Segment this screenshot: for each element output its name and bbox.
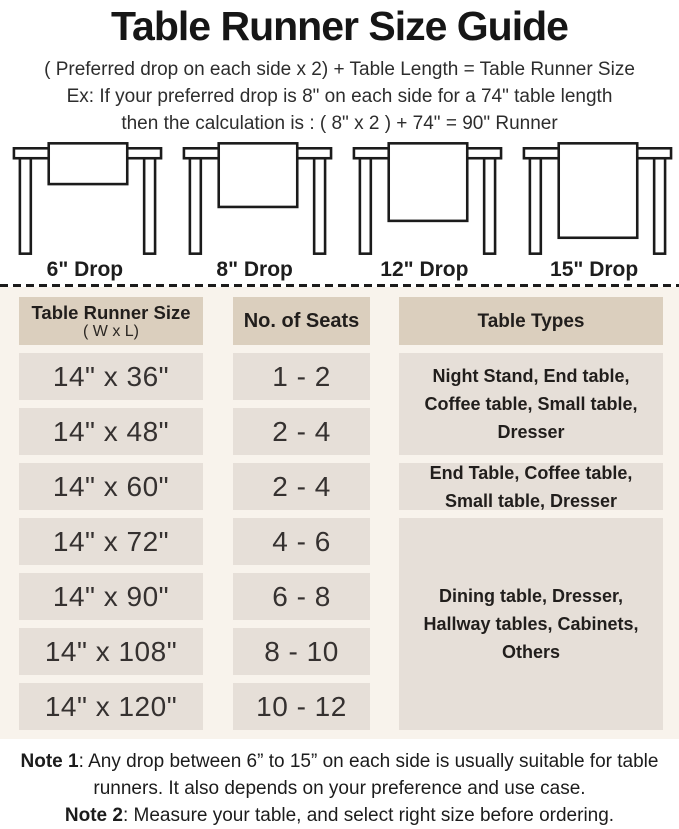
size-guide-table — [0, 287, 679, 739]
seats-value: 1 - 2 — [233, 353, 370, 400]
drop-label: 15" Drop — [550, 258, 639, 281]
size-value: 14" x 72" — [19, 518, 203, 565]
header-table-types-title: Table Types — [477, 310, 585, 332]
note-1-text: : Any drop between 6” to 15” on each side is usually suitable for table runners. It also depends on your preference and use case. — [78, 751, 659, 799]
note-1 — [0, 748, 679, 802]
header-table-types — [399, 297, 663, 345]
seats-value: 2 - 4 — [233, 463, 370, 510]
size-value: 14" x 60" — [19, 463, 203, 510]
seats-value: 6 - 8 — [233, 573, 370, 620]
guide-header — [0, 0, 679, 137]
seats-value: 2 - 4 — [233, 408, 370, 455]
seats-value: 8 - 10 — [233, 628, 370, 675]
size-value: 14" x 36" — [19, 353, 203, 400]
drop-illustrations — [0, 140, 679, 281]
size-value: 14" x 90" — [19, 573, 203, 620]
example-line-2: then the calculation is : ( 8" x 2 ) + 74" = 90" Runner — [121, 113, 558, 134]
drop-figure-12 — [340, 140, 510, 281]
header-runner-size-subtitle: ( W x L) — [83, 322, 139, 340]
drop-figure-8 — [170, 140, 340, 281]
size-value: 14" x 48" — [19, 408, 203, 455]
example-line-1: Ex: If your preferred drop is 8" on each side for a 74" table length — [66, 86, 613, 107]
formula-line: ( Preferred drop on each side x 2) + Table Length = Table Runner Size — [44, 59, 635, 80]
note-2 — [0, 802, 679, 829]
header-seats-title: No. of Seats — [243, 309, 360, 332]
drop-figure-6 — [0, 140, 170, 281]
page-title: Table Runner Size Guide — [111, 3, 568, 49]
table-runner-diagram-icon — [170, 140, 339, 257]
size-value: 14" x 108" — [19, 628, 203, 675]
note-1-label: Note 1 — [20, 751, 79, 772]
seats-value: 10 - 12 — [233, 683, 370, 730]
drop-label: 12" Drop — [380, 258, 469, 281]
note-2-label: Note 2 — [64, 805, 123, 826]
header-seats — [233, 297, 370, 345]
seats-value: 4 - 6 — [233, 518, 370, 565]
footer-notes — [0, 748, 679, 829]
drop-figure-15 — [509, 140, 679, 281]
table-types-group: Dining table, Dresser, Hallway tables, Cabinets, Others — [399, 518, 663, 730]
size-value: 14" x 120" — [19, 683, 203, 730]
note-2-text: : Measure your table, and select right size before ordering. — [122, 805, 615, 826]
table-runner-diagram-icon — [340, 140, 509, 257]
table-types-group: End Table, Coffee table, Small table, Dresser — [399, 463, 663, 510]
column-runner-size — [19, 297, 203, 730]
column-seats — [233, 297, 370, 730]
table-runner-diagram-icon — [510, 140, 679, 257]
drop-label: 6" Drop — [46, 258, 124, 281]
column-table-types — [399, 297, 663, 730]
table-types-group: Night Stand, End table, Coffee table, Small table, Dresser — [399, 353, 663, 455]
drop-label: 8" Drop — [216, 258, 293, 281]
header-runner-size-title: Table Runner Size — [31, 301, 191, 323]
header-runner-size — [19, 297, 203, 345]
table-runner-diagram-icon — [0, 140, 169, 257]
